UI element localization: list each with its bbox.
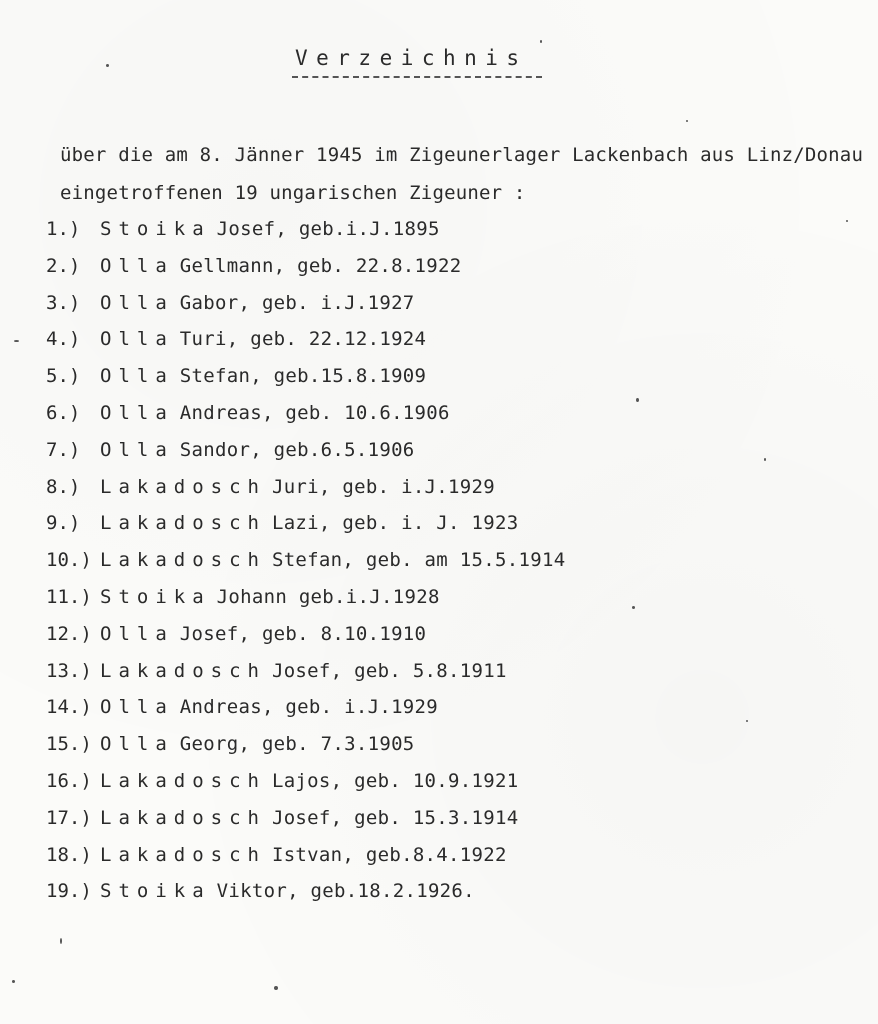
entry-details: Andreas, geb. 10.6.1906 [179, 402, 450, 424]
scan-speck [632, 606, 635, 609]
scan-speck [274, 986, 278, 990]
entry-number: 6.) [46, 402, 81, 424]
entry-number: 8.) [46, 475, 81, 498]
entry-details: Juri, geb. i.J.1929 [271, 475, 495, 498]
entry-surname: Olla [100, 622, 174, 645]
list-item [46, 844, 507, 874]
list-item [46, 512, 518, 542]
entry-surname: Lakadosch [100, 512, 266, 535]
entry-number: 17.) [46, 806, 92, 829]
entry-details: Johann geb.i.J.1928 [216, 586, 440, 608]
list-item [46, 880, 475, 910]
entry-number: 12.) [46, 622, 92, 645]
list-item [46, 292, 415, 322]
list-item [46, 623, 426, 653]
entry-surname: Lakadosch [100, 843, 266, 866]
entry-number: 7.) [46, 438, 81, 461]
title-underline [292, 76, 542, 78]
entry-surname: Lakadosch [100, 549, 266, 572]
intro-line-2: eingetroffenen 19 ungarischen Zigeuner : [60, 182, 526, 204]
entry-details: Josef, geb. 8.10.1910 [179, 622, 427, 645]
entry-number: 5.) [46, 365, 81, 388]
scan-speck [764, 458, 766, 461]
entry-details: Lajos, geb. 10.9.1921 [271, 770, 519, 792]
list-item [46, 549, 565, 579]
entry-details: Gabor, geb. i.J.1927 [179, 291, 415, 314]
scan-speck [60, 938, 62, 944]
entry-surname: Lakadosch [100, 475, 266, 498]
scan-speck [14, 340, 19, 342]
entry-details: Stefan, geb. am 15.5.1914 [271, 549, 566, 572]
entry-surname: Stoika [100, 880, 211, 903]
scan-speck [540, 40, 542, 43]
list-item [46, 476, 495, 506]
entry-number: 15.) [46, 733, 92, 756]
entry-surname: Olla [100, 291, 174, 314]
entry-details: Viktor, geb.18.2.1926. [216, 880, 475, 903]
scan-speck [686, 120, 688, 122]
list-item [46, 439, 415, 469]
entry-details: Josef, geb. 5.8.1911 [271, 659, 507, 682]
list-item [46, 807, 518, 837]
entry-number: 10.) [46, 549, 92, 572]
entry-number: 9.) [46, 512, 81, 535]
scan-speck [746, 720, 748, 722]
list-item [46, 696, 438, 726]
entry-number: 3.) [46, 291, 81, 314]
entry-details: Istvan, geb.8.4.1922 [271, 843, 507, 866]
intro-line-1: über die am 8. Jänner 1945 im Zigeunerlager Lackenbach aus Linz/Donau [60, 144, 864, 166]
entry-surname: Olla [100, 733, 174, 756]
list-item [46, 218, 440, 248]
list-item [46, 770, 518, 800]
scan-speck [636, 398, 639, 402]
entry-details: Turi, geb. 22.12.1924 [179, 328, 427, 351]
entry-number: 18.) [46, 843, 92, 866]
entry-number: 19.) [46, 880, 92, 903]
list-item [46, 402, 450, 432]
entry-number: 2.) [46, 254, 81, 277]
entry-number: 16.) [46, 770, 92, 792]
list-item [46, 255, 462, 285]
entry-surname: Olla [100, 254, 174, 277]
entry-surname: Olla [100, 328, 174, 351]
entry-details: Josef, geb. 15.3.1914 [271, 806, 519, 829]
entry-surname: Lakadosch [100, 770, 266, 792]
entry-number: 11.) [46, 586, 92, 608]
entry-details: Josef, geb.i.J.1895 [216, 218, 440, 240]
list-item [46, 733, 415, 763]
list-item [46, 328, 426, 358]
entry-details: Georg, geb. 7.3.1905 [179, 733, 415, 756]
entry-details: Lazi, geb. i. J. 1923 [271, 512, 519, 535]
entry-surname: Stoika [100, 218, 211, 240]
document-title: Verzeichnis [295, 46, 528, 70]
entry-details: Gellmann, geb. 22.8.1922 [179, 254, 462, 277]
entry-surname: Olla [100, 365, 174, 388]
list-item [46, 365, 426, 395]
entry-surname: Lakadosch [100, 659, 266, 682]
entry-surname: Olla [100, 438, 174, 461]
entry-number: 14.) [46, 696, 92, 719]
list-item [46, 660, 507, 690]
scan-speck [106, 64, 109, 67]
entry-number: 13.) [46, 659, 92, 682]
entry-surname: Olla [100, 402, 174, 424]
scan-speck [846, 220, 848, 222]
entry-surname: Olla [100, 696, 174, 719]
entry-details: Sandor, geb.6.5.1906 [179, 438, 415, 461]
entry-details: Andreas, geb. i.J.1929 [179, 696, 439, 719]
entry-surname: Lakadosch [100, 806, 266, 829]
list-item [46, 586, 440, 616]
entry-surname: Stoika [100, 586, 211, 608]
entry-number: 1.) [46, 218, 81, 240]
scan-speck [12, 980, 15, 983]
entry-details: Stefan, geb.15.8.1909 [179, 365, 427, 388]
entry-number: 4.) [46, 328, 81, 351]
